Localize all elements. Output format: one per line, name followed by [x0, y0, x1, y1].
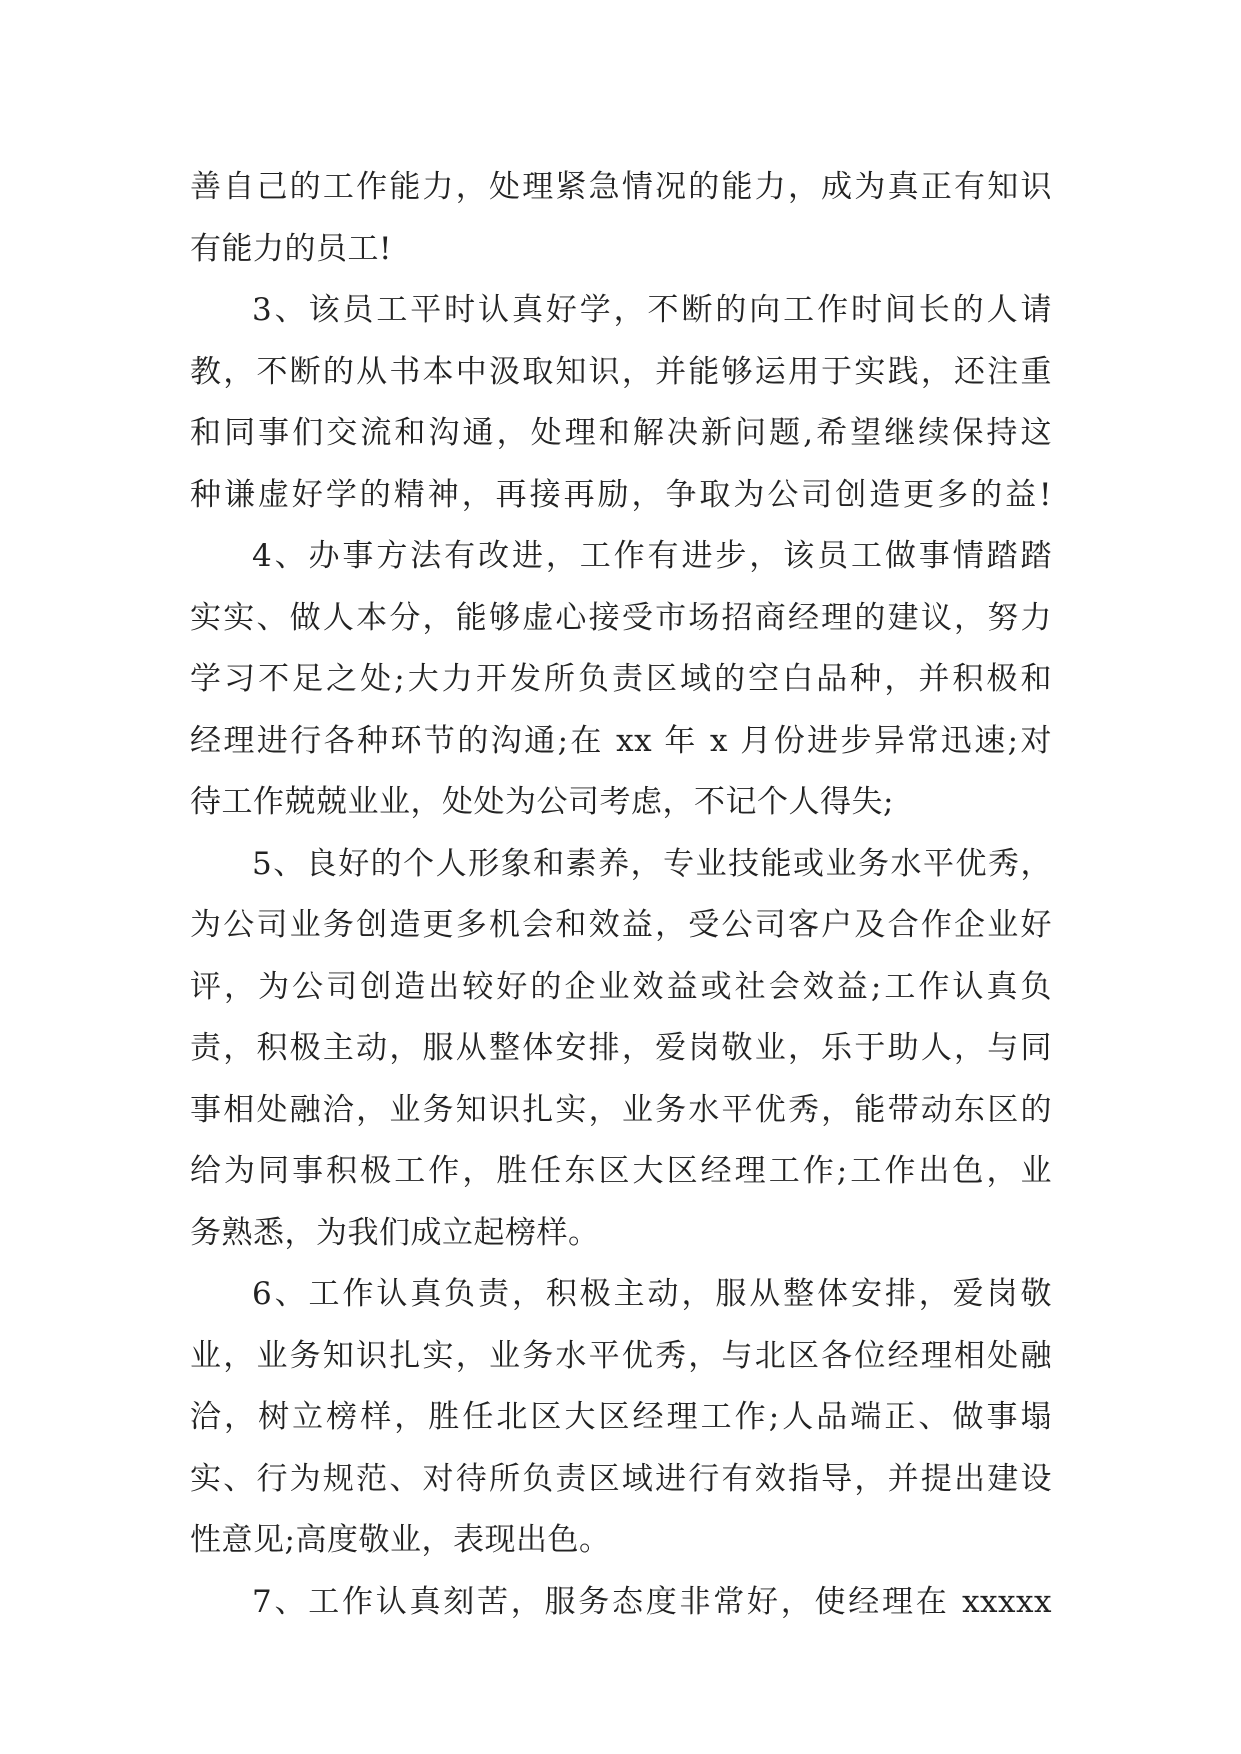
text-line: 责，积极主动，服从整体安排，爱岗敬业，乐于助人，与同 [190, 1030, 1052, 1066]
text-line: 性意见;高度敬业，表现出色。 [190, 1522, 611, 1558]
text-line: 实、行为规范、对待所负责区域进行有效指导，并提出建设 [190, 1460, 1052, 1497]
document-body [190, 157, 1052, 1633]
text-line: 业，业务知识扎实，业务水平优秀，与北区各位经理相处融 [190, 1337, 1052, 1374]
text-line: 经理进行各种环节的沟通;在 xx 年 x 月份进步异常迅速;对 [190, 722, 1052, 759]
text-line: 4、办事方法有改进，工作有进步，该员工做事情踏踏 [252, 538, 1052, 574]
text-line: 7、工作认真刻苦，服务态度非常好，使经理在 xxxxx [252, 1583, 1052, 1620]
text-line: 善自己的工作能力，处理紧急情况的能力，成为真正有知识 [190, 169, 1052, 205]
text-line: 有能力的员工! [190, 230, 392, 267]
text-line: 务熟悉，为我们成立起榜样。 [190, 1214, 600, 1251]
text-line: 5、良好的个人形象和素养，专业技能或业务水平优秀， [252, 845, 1052, 882]
text-line: 评，为公司创造出较好的企业效益或社会效益;工作认真负 [190, 968, 1052, 1005]
text-line: 3、该员工平时认真好学，不断的向工作时间长的人请 [252, 292, 1052, 328]
text-line: 教，不断的从书本中汲取知识，并能够运用于实践，还注重 [190, 353, 1052, 390]
text-line: 为公司业务创造更多机会和效益，受公司客户及合作企业好 [190, 907, 1052, 943]
text-line: 洽，树立榜样，胜任北区大区经理工作;人品端正、做事塌 [190, 1399, 1052, 1435]
text-line: 实实、做人本分，能够虚心接受市场招商经理的建议，努力 [190, 599, 1052, 636]
text-line: 事相处融洽，业务知识扎实，业务水平优秀，能带动东区的 [190, 1091, 1052, 1128]
text-line: 待工作兢兢业业，处处为公司考虑，不记个人得失; [190, 784, 894, 820]
text-line: 给为同事积极工作，胜任东区大区经理工作;工作出色，业 [190, 1153, 1052, 1189]
text-line: 种谦虚好学的精神，再接再励，争取为公司创造更多的益! [190, 476, 1052, 513]
text-line: 学习不足之处;大力开发所负责区域的空白品种，并积极和 [190, 661, 1052, 697]
text-line: 和同事们交流和沟通，处理和解决新问题,希望继续保持这 [190, 415, 1052, 451]
text-line: 6、工作认真负责，积极主动，服从整体安排，爱岗敬 [252, 1276, 1052, 1312]
